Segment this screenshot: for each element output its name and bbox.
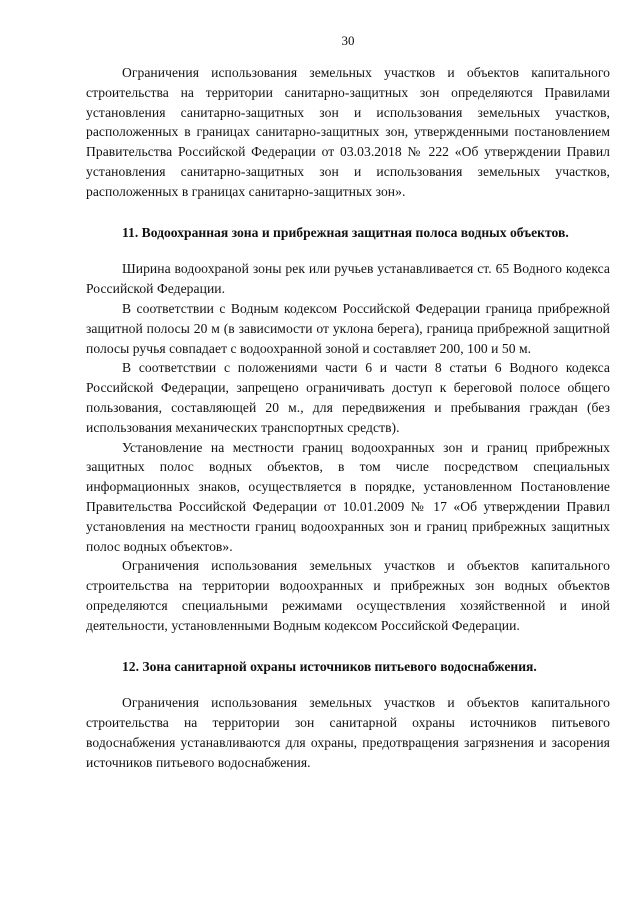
paragraph: Установление на местности границ водоохранных зон и границ прибрежных защитных полос водных объектов, в том числе посредством специальных информационных знаков, осуществляется в порядке, установленном Постановление Правительства Российской Федерации от 10.01.2009 № 17 «Об утверждении Правил установления на местности границ водоохранных зон и границ прибрежных защитных полос водных объектов». — [86, 439, 610, 554]
section-heading-11: 11. Водоохранная зона и прибрежная защитная полоса водных объектов. — [122, 224, 569, 240]
paragraph: Ограничения использования земельных участков и объектов капитального строительства на территории водоохранных и прибрежных зон водных объектов определяются специальными режимами осуществления хозяйственной и иной деятельности, установленными Водным кодексом Российской Федерации. — [86, 558, 610, 633]
page-number: 30 — [341, 33, 355, 48]
paragraph: В соответствии с положениями части 6 и части 8 статьи 6 Водного кодекса Российской Федерации, запрещено ограничивать доступ к береговой полосе общего пользования, составляющей 20 м., для передвижения и пребывания граждан (без использования механических транспортных средств). — [86, 360, 610, 435]
paragraph: Ограничения использования земельных участков и объектов капитального строительства на территории зон санитарной охраны источников питьевого водоснабжения устанавливаются для охраны, предотвращения загрязнения и засорения источников питьевого водоснабжения. — [86, 695, 610, 770]
paragraph: Ширина водоохраной зоны рек или ручьев устанавливается ст. 65 Водного кодекса Российской Федерации. — [86, 261, 610, 297]
paragraph: В соответствии с Водным кодексом Российской Федерации граница прибрежной защитной полосы 20 м (в зависимости от уклона берега), граница прибрежной защитной полосы ручья совпадает с водоохранной зоной и составляет 200, 100 и 50 м. — [86, 300, 610, 356]
document-body — [86, 63, 610, 773]
section-heading-12: 12. Зона санитарной охраны источников питьевого водоснабжения. — [122, 658, 537, 674]
paragraph: Ограничения использования земельных участков и объектов капитального строительства на территории санитарно-защитных зон определяются Правилами установления санитарно-защитных зон и использования земельных участков, расположенных в границах санитарно-защитных зон, утвержденными постановлением Правительства Российской Федерации от 03.03.2018 № 222 «Об утверждении Правил установления санитарно-защитных зон и использования земельных участков, расположенных в границах санитарно-защитных зон». — [86, 65, 610, 199]
